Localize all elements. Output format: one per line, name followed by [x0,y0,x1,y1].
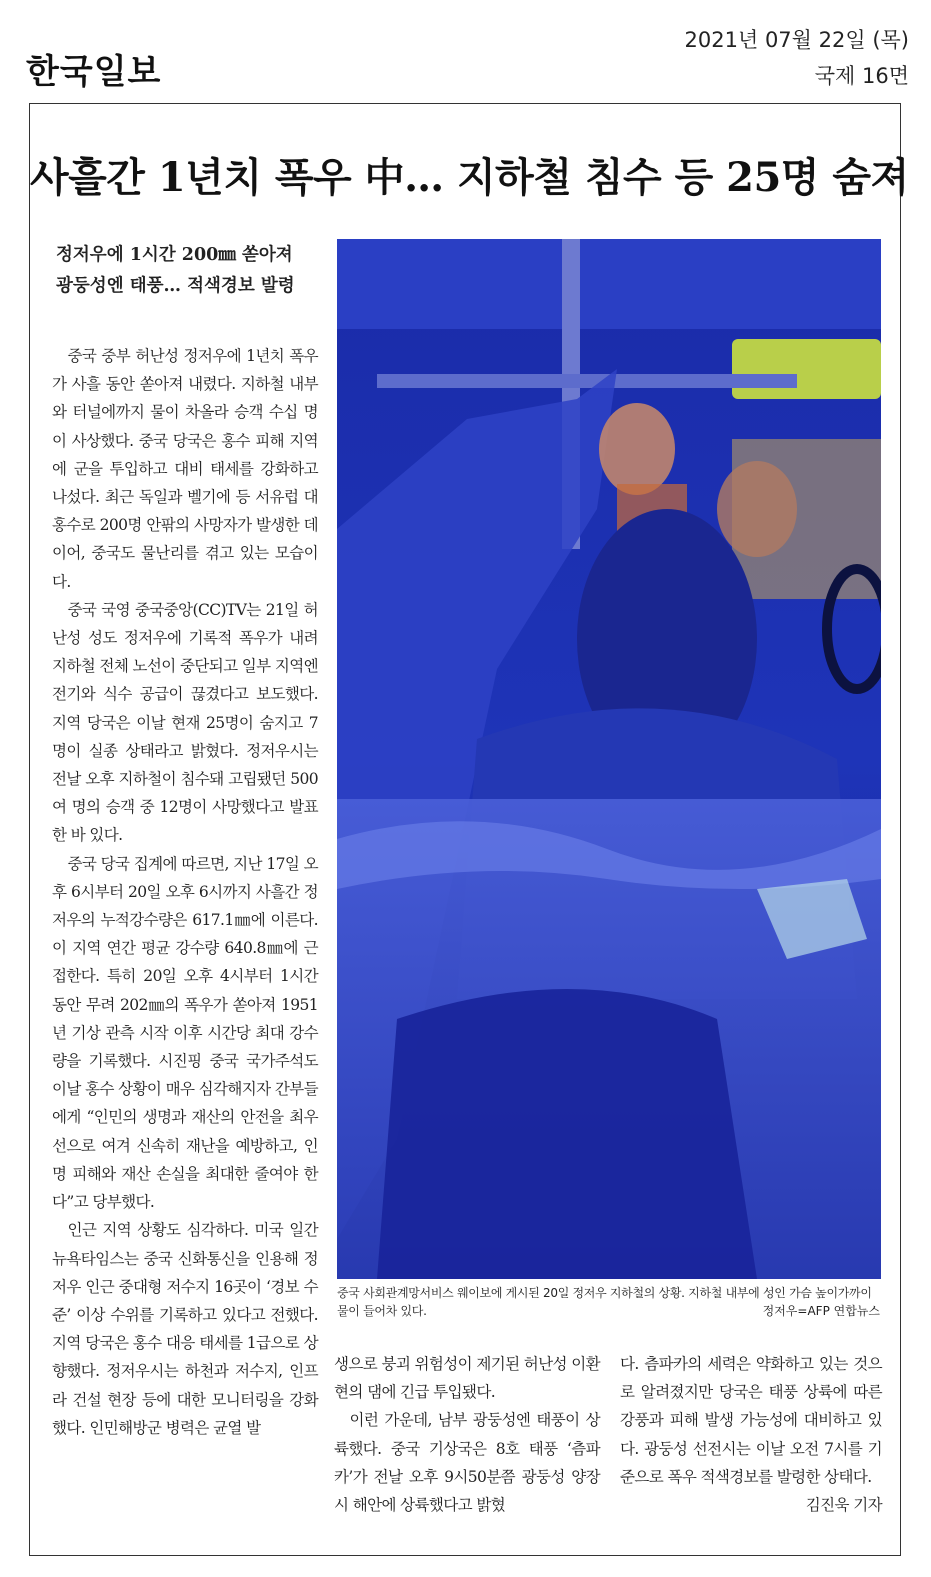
body-paragraph: 중국 국영 중국중앙(CC)TV는 21일 허난성 성도 정저우에 기록적 폭우가 내려 지하철 전체 노선이 중단되고 일부 지역엔 전기와 식수 공급이 끊겼다고 보도했다. 지역 당국은 이날 현재 25명이 숨지고 7명이 실종 상태라고 밝혔다. 정저우시는 전날 오후 지하철이 침수돼 고립됐던 500여 명의 승객 중 12명이 사망했다고 발표한 바 있다. [52,600,318,845]
news-photo [337,239,881,1279]
article-frame [29,103,909,1556]
body-column-3 [620,1350,882,1519]
body-paragraph [620,1350,882,1519]
publication-date: 2021년 07월 22일 (목) [684,28,909,52]
body-paragraph: 인근 지역 상황도 심각하다. 미국 일간 뉴욕타임스는 중국 신화통신을 인용해 정저우 인근 중대형 저수지 16곳이 ‘경보 수준’ 이상 수위를 기록하고 있다고 전했다. 지역 당국은 홍수 대응 태세를 1급으로 상향했다. 정저우시는 하천과 저수지, 인프라 건설 현장 등에 대한 모니터링을 강화했다. 인민해방군 병력은 균열 발 [52,1221,318,1437]
subhead-line: 정저우에 1시간 200㎜ 쏟아져 [56,245,293,265]
photo-credit: 정저우=AFP 연합뉴스 [762,1304,880,1318]
body-text: 다. 츰파카의 세력은 약화하고 있는 것으로 알려졌지만 당국은 태풍 상륙에 따른 강풍과 피해 발생 가능성에 대비하고 있다. 광둥성 선전시는 이날 오전 7시를 기준으로 폭우 적색경보를 발령한 상태다. [620,1355,882,1486]
body-paragraph: 중국 당국 집계에 따르면, 지난 17일 오후 6시부터 20일 오후 6시까지 사흘간 정저우의 누적강수량은 617.1㎜에 이른다. 이 지역 연간 평균 강수량 640.8㎜에 근접한다. 특히 20일 오후 4시부터 1시간 동안 무려 202㎜의 폭우가 쏟아져 1951년 기상 관측 시작 이후 시간당 최대 강수량을 기록했다. 시진핑 중국 국가주석도 이날 홍수 상황이 매우 심각해지자 간부들에게 “인민의 생명과 재산의 안전을 최우선으로 여겨 신속히 재난을 예방하고, 인명 피해와 재산 손실을 최대한 줄여야 한다”고 당부했다. [52,854,318,1212]
flooded-subway-photo [337,239,881,1279]
body-column-1 [52,342,318,1442]
person-back [377,989,757,1279]
section-page: 국제 16면 [814,64,909,88]
body-column-2 [334,1350,600,1519]
ceiling-light [732,339,881,399]
subheads [56,240,326,302]
byline: 김진욱 기자 [805,1496,882,1515]
headline: 사흘간 1년치 폭우 中… 지하철 침수 등 25명 숨져 [30,154,909,201]
body-paragraph: 이런 가운데, 남부 광둥성엔 태풍이 상륙했다. 중국 기상국은 8호 태풍 ‘츰파카’가 전날 오후 9시50분쯤 광둥성 양장시 해안에 상륙했다고 밝혔 [334,1411,600,1515]
body-paragraph: 생으로 붕괴 위험성이 제기된 허난성 이환현의 댐에 긴급 투입됐다. [334,1355,600,1402]
newspaper-logo: 한국일보 [26,52,162,92]
person-face [717,461,797,557]
subhead-line: 광둥성엔 태풍… 적색경보 발령 [56,276,295,296]
person-face [599,403,675,495]
body-paragraph: 중국 중부 허난성 정저우에 1년치 폭우가 사흘 동안 쏟아져 내렸다. 지하철 내부와 터널에까지 물이 차올라 승객 수십 명이 사상했다. 중국 당국은 홍수 피해 지역에 군을 투입하고 대비 태세를 강화하고 나섰다. 최근 독일과 벨기에 등 서유럽 대홍수로 200명 안팎의 사망자가 발생한 데 이어, 중국도 물난리를 겪고 있는 모습이다. [52,347,318,591]
photo-caption: 중국 사회관계망서비스 웨이보에 게시된 20일 정저우 지하철의 상황. 지하철 내부에 성인 가슴 높이가까이 물이 들어차 있다. [337,1286,872,1318]
